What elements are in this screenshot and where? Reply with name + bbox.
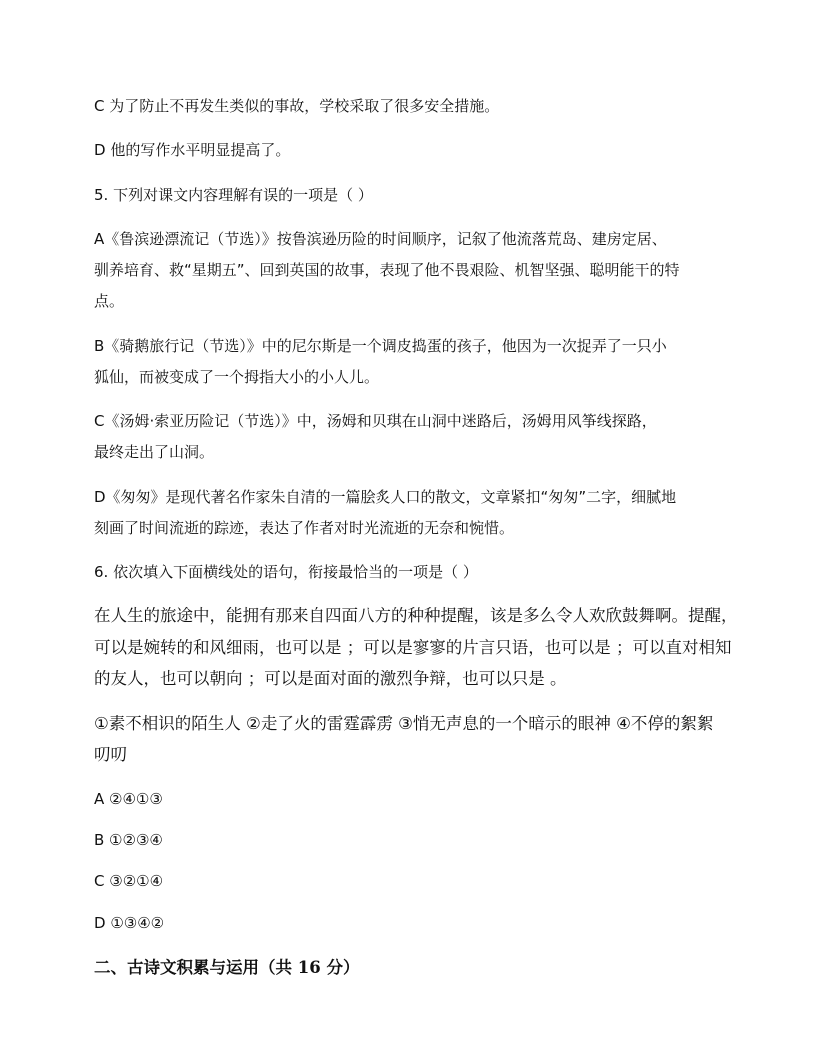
- q6-passage-line3: 的友人，也可以朝向 ；可以是面对面的激烈争辩，也可以只是 。: [94, 669, 567, 688]
- q5-option-b-line2: 狐仙，而被变成了一个拇指大小的小人儿。: [94, 368, 380, 386]
- q5-option-c-line1: C《汤姆·索亚历险记（节选）》中，汤姆和贝琪在山洞中迷路后，汤姆用风筝线探路，: [94, 412, 657, 430]
- q6-option-a: A ②④①③: [94, 790, 163, 808]
- q6-choices-line1: ①素不相识的陌生人 ②走了火的雷霆霹雳 ③悄无声息的一个暗示的眼神 ④不停的絮絮: [94, 714, 714, 733]
- q5-option-a-line2: 驯养培育、救“星期五”、回到英国的故事，表现了他不畏艰险、机智坚强、聪明能干的特: [94, 261, 680, 279]
- q4-option-c: C 为了防止不再发生类似的事故，学校采取了很多安全措施。: [94, 97, 500, 115]
- q5-option-d-line1: D《匆匆》是现代著名作家朱自清的一篇脍炙人口的散文，文章紧扣“匆匆”二字，细腻地: [94, 488, 677, 506]
- q5-stem: 5. 下列对课文内容理解有误的一项是（ ）: [94, 186, 373, 204]
- q6-stem: 6. 依次填入下面横线处的语句，衔接最恰当的一项是（ ）: [94, 563, 478, 581]
- q6-choices-line2: 叨叨: [94, 745, 127, 764]
- section-2-heading: 二、古诗文积累与运用（共 16 分）: [94, 958, 360, 977]
- q6-option-c: C ③②①④: [94, 872, 164, 890]
- q5-option-d-line2: 刻画了时间流逝的踪迹，表达了作者对时光流逝的无奈和惋惜。: [94, 519, 515, 537]
- q5-option-c-line2: 最终走出了山洞。: [94, 443, 215, 461]
- q5-option-b-line1: B《骑鹅旅行记（节选）》中的尼尔斯是一个调皮捣蛋的孩子，他因为一次捉弄了一只小: [94, 337, 667, 355]
- q5-option-a-line3: 点。: [94, 292, 125, 310]
- q6-passage-line2: 可以是婉转的和风细雨，也可以是 ；可以是寥寥的片言只语，也可以是 ；可以直对相知: [94, 638, 732, 657]
- q5-option-a-line1: A《鲁滨逊漂流记（节选）》按鲁滨逊历险的时间顺序，记叙了他流落荒岛、建房定居、: [94, 230, 667, 248]
- q6-option-d: D ①③④②: [94, 914, 165, 932]
- q6-passage-line1: 在人生的旅途中，能拥有那来自四面八方的种种提醒，该是多么令人欢欣鼓舞啊。提醒，: [94, 606, 738, 625]
- q4-option-d: D 他的写作水平明显提高了。: [94, 141, 291, 159]
- q6-option-b: B ①②③④: [94, 831, 163, 849]
